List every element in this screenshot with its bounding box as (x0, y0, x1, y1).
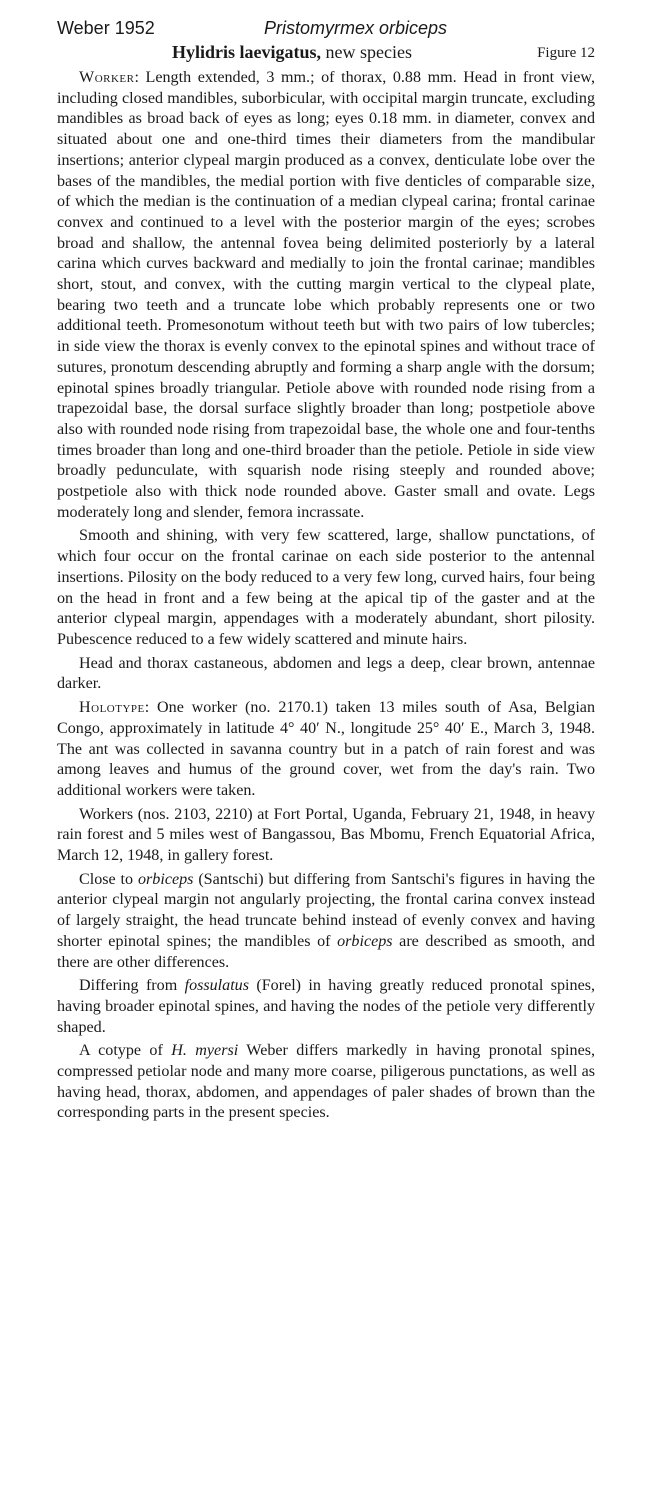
paragraph (57, 1041, 595, 1124)
paragraph-text: (Forel) in having greatly reduced pronotal spines, having broader epinotal spines, and having the nodes of the petiole very differently shaped. (57, 977, 595, 1036)
species-status: new species (321, 42, 412, 62)
paragraph (57, 68, 595, 523)
figure-reference: Figure 12 (537, 45, 595, 61)
species-name: Hylidris laevigatus, (172, 42, 322, 62)
paragraph-text: A cotype of (79, 1042, 172, 1060)
paragraph-text: Smooth and shining, with very few scattered, large, shallow punctations, of which four occur on the frontal carinae on each side posterior to the antennal insertions. Pilosity on the body reduced to a very few long, curved hairs, four being on the head in front and a few being at the apical tip of the gaster and at the anterior clypeal margin, appendages with a moderately abundant, short pilosity. Pubescence reduced to a few widely scattered and minute hairs. (57, 527, 595, 648)
paragraph (57, 698, 595, 802)
paragraph (57, 870, 595, 974)
paragraph-text: Differing from (79, 977, 185, 995)
paragraph (57, 526, 595, 650)
paragraph-text: : Length extended, 3 mm.; of thorax, 0.88 mm. Head in front view, including closed mandibles, suborbicular, with occipital margin truncate, excluding mandibles as broad back of eyes as long; eyes 0.18 mm. in diameter, convex and situated about one and one-third times their diameters from the mandibular insertions; anterior clypeal margin produced as a convex, denticulate lobe over the bases of the mandibles, the medial portion with five denticles of comparable size, of which the median is the continuation of a median clypeal carina; frontal carinae convex and continued to a level with the posterior margin of the eyes; scrobes broad and shallow, the antennal fovea being delimited posteriorly by a lateral carina which curves backward and medially to join the frontal carinae; mandibles short, stout, and convex, with the cutting margin vertical to the clypeal plate, bearing two teeth and a truncate lobe which probably represents one or two additional teeth. Promesonotum without teeth but with two pairs of low tubercles; in side view the thorax is evenly convex to the epinotal spines and without trace of sutures, pronotum descending abruptly and forming a sharp angle with the dorsum; epinotal spines broadly triangular. Petiole above with rounded node rising from a trapezoidal base, the dorsal surface slightly broader than long; postpetiole above also with rounded node rising from trapezoidal base, the whole one and four-tenths times broader than long and one-third broader than the petiole. Petiole in side view broadly pedunculate, with squarish node rising steeply and rounded above; postpetiole also with thick node rounded above. Gaster small and ovate. Legs moderately long and slender, femora incrassate. (57, 69, 595, 521)
paragraph (57, 654, 595, 695)
italic-term: H. myersi (171, 1042, 239, 1060)
paragraph (57, 976, 595, 1038)
paragraph-text: Head and thorax castaneous, abdomen and legs a deep, clear brown, antennae darker. (57, 654, 595, 693)
section-label: Worker (79, 69, 135, 86)
running-header-author: Weber 1952 (57, 18, 155, 38)
species-title (172, 42, 412, 63)
italic-term: orbiceps (337, 932, 393, 950)
description-body (57, 68, 595, 1127)
paragraph-text: Weber differs markedly in having pronotal spines, compressed petiolar node and many more coarse, piligerous punctations, as well as having head, thorax, abdomen, and appendages of paler shades of brown than the corresponding parts in the present species. (57, 1042, 596, 1122)
paragraph-text: are described as smooth, and there are other differences. (57, 932, 595, 971)
paragraph-text: Close to (79, 870, 138, 888)
paragraph (57, 805, 595, 867)
italic-term: orbiceps (137, 870, 194, 888)
section-label: Holotype (79, 699, 145, 717)
paragraph-text: Workers (nos. 2103, 2210) at Fort Portal, Uganda, February 21, 1948, in heavy rain forest and 5 miles west of Bangassou, Bas Mbomu, French Equatorial Africa, March 12, 1948, in gallery forest. (57, 805, 595, 865)
paragraph-text: (Santschi) but differing from Santschi's figures in having the anterior clypeal margin not angularly projecting, the frontal carina convex instead of largely straight, the head truncate behind instead of evenly convex and having shorter epinotal spines; the mandibles of (57, 870, 595, 950)
italic-term: fossulatus (184, 977, 249, 995)
species-heading (57, 42, 595, 66)
paragraph-text: : One worker (no. 2170.1) taken 13 miles south of Asa, Belgian Congo, approximately in latitude 4° 40′ N., longitude 25° 40′ E., March 3, 1948. The ant was collected in savanna country but in a patch of rain forest and was among leaves and humus of the ground cover, wet from the day's rain. Two additional workers were taken. (57, 699, 595, 799)
running-header-taxon: Pristomyrmex orbiceps (264, 18, 448, 38)
